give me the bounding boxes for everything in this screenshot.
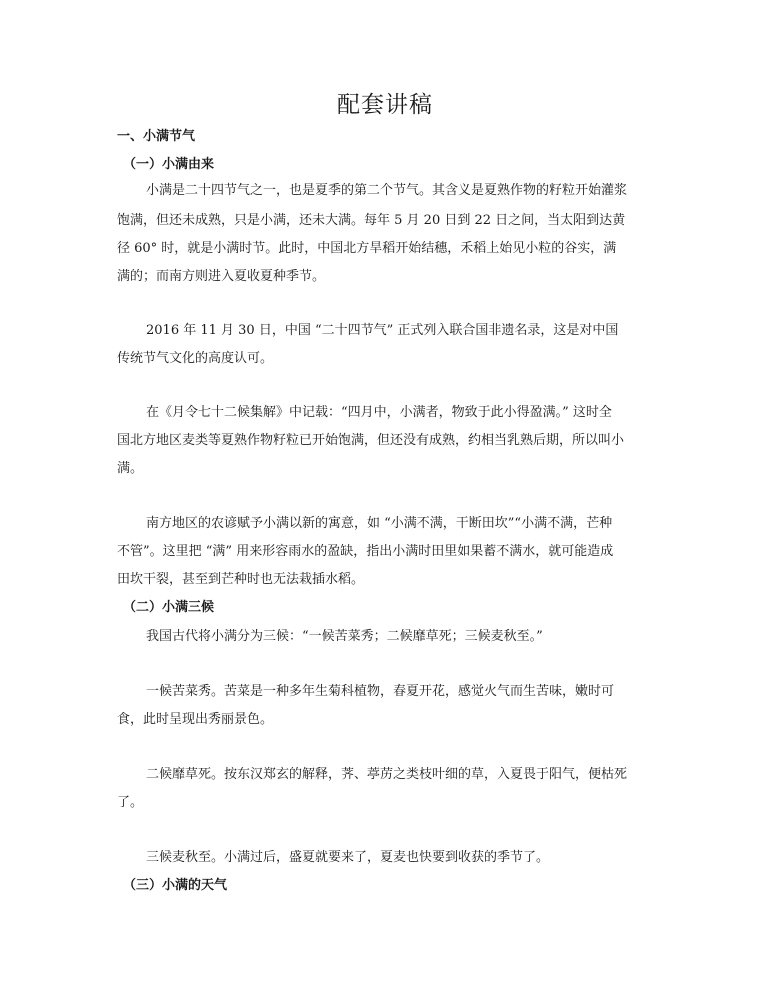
paragraph-line: 一候苦菜秀。苦菜是一种多年生菊科植物，春夏开花，感觉火气而生苦味，嫩时可 (146, 684, 615, 699)
subsection-heading-weather: （三）小满的天气 (123, 878, 228, 893)
subsection-heading-three-pentads: （二）小满三候 (123, 600, 215, 615)
paragraph-line: 了。 (117, 795, 144, 810)
paragraph-line: 食，此时呈现出秀丽景色。 (117, 712, 274, 727)
paragraph-line: 传统节气文化的高度认可。 (117, 351, 274, 366)
paragraph-line: 满。 (117, 461, 144, 476)
paragraph-line: 小满是二十四节气之一，也是夏季的第二个节气。其含义是夏熟作物的籽粒开始灌浆 (146, 183, 628, 198)
paragraph-line: 三候麦秋至。小满过后，盛夏就要来了，夏麦也快要到收获的季节了。 (146, 850, 550, 865)
paragraph-line: 我国古代将小满分为三候：“一候苦菜秀；二候靡草死；三候麦秋至。” (146, 629, 543, 644)
paragraph-line: 在《月令七十二候集解》中记载：“四月中，小满者，物致于此小得盈满。” 这时全 (146, 405, 612, 420)
paragraph-line: 南方地区的农谚赋予小满以新的寓意，如 “小满不满，干断田坎”“小满不满，芒种 (146, 516, 613, 531)
paragraph-line: 国北方地区麦类等夏熟作物籽粒已开始饱满，但还没有成熟，约相当乳熟后期，所以叫小 (117, 433, 625, 448)
paragraph-line: 饱满，但还未成熟，只是小满，还未大满。每年 5 月 20 日到 22 日之间，当太阳到达黄 (117, 213, 626, 228)
paragraph-line: 2016 年 11 月 30 日，中国 “二十四节气” 正式列入联合国非遗名录，这是对中国 (146, 323, 619, 338)
paragraph-line: 不管”。这里把 “满” 用来形容雨水的盈缺，指出小满时田里如果蓄不满水，就可能造成 (117, 544, 614, 559)
section-heading-1: 一、小满节气 (117, 129, 196, 144)
paragraph-line: 径 60° 时，就是小满时节。此时，中国北方旱稻开始结穗，禾稻上始见小粒的谷实，满 (117, 241, 617, 256)
paragraph-line: 二候靡草死。按东汉郑玄的解释，荠、葶苈之类枝叶细的草，入夏畏于阳气，便枯死 (146, 767, 628, 782)
paragraph-line: 满的；而南方则进入夏收夏种季节。 (117, 269, 326, 284)
subsection-heading-origin: （一）小满由来 (123, 157, 215, 172)
document-title: 配套讲稿 (337, 92, 433, 118)
paragraph-line: 田坎干裂，甚至到芒种时也无法栽插水稻。 (117, 572, 365, 587)
